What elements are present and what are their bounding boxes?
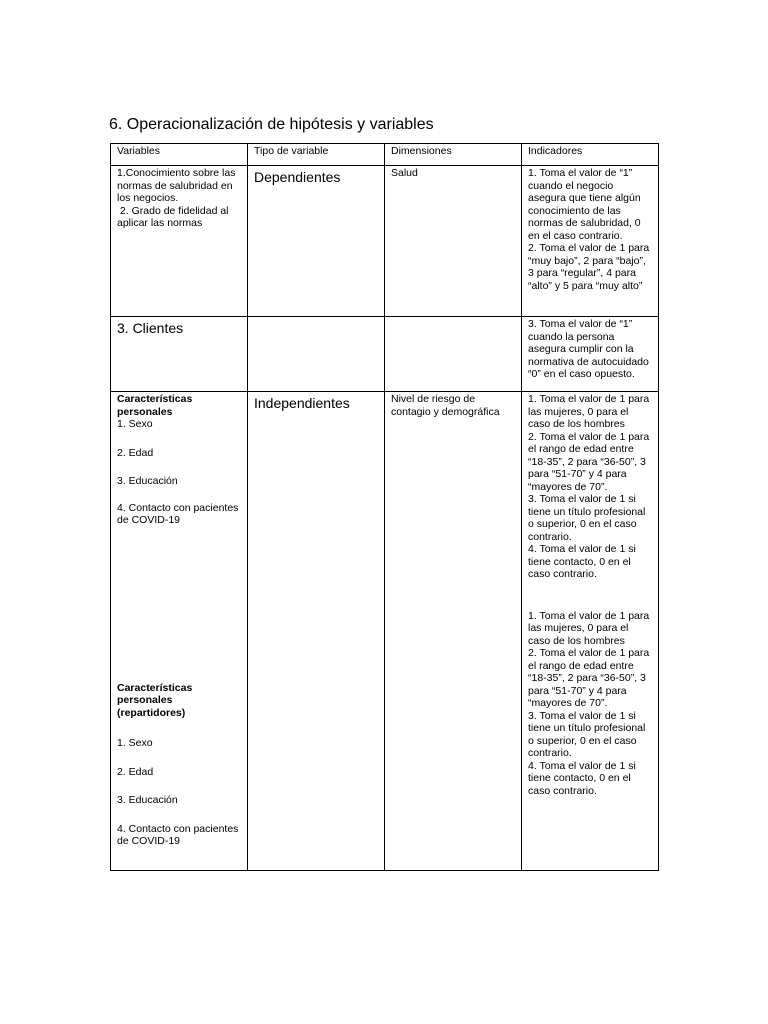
indicator-text: 3. Toma el valor de 1 si tiene un título profesional o superior, 0 en el caso contrario. <box>528 493 646 543</box>
variable-text: 1.Conocimiento sobre las normas de salubridad en los negocios. <box>117 167 236 204</box>
group-heading: Características personales (repartidores) <box>117 681 193 719</box>
variable-text: 3. Clientes <box>117 320 184 336</box>
indicator-text: 2. Toma el valor de 1 para “muy bajo”, 2 para “bajo”, 3 para “regular”, 4 para “alto” y 5 para “muy alto” <box>528 242 650 292</box>
group-item: 4. Contacto con pacientes de COVID-19 <box>117 822 239 847</box>
variable-text: 2. Grado de fidelidad al aplicar las normas <box>117 204 232 229</box>
group-heading: Características personales <box>117 393 193 418</box>
cell-dimension <box>385 392 522 871</box>
cell-variables <box>111 166 248 317</box>
cell-variables <box>111 317 248 392</box>
header-indicadores: Indicadores <box>522 144 659 166</box>
indicator-text: 1. Toma el valor de 1 para las mujeres, 0 para el caso de los hombres <box>528 609 650 647</box>
operationalization-table <box>110 143 659 871</box>
group-item: 2. Edad <box>117 765 154 778</box>
cell-tipo <box>248 317 385 392</box>
group-item: 3. Educación <box>117 794 178 806</box>
indicator-text: 3. Toma el valor de 1 si tiene un título profesional o superior, 0 en el caso contrario. <box>528 709 646 759</box>
indicator-text: 1. Toma el valor de “1” cuando el negocio asegura que tiene algún conocimiento de las normas de salubridad, 0 en el caso contrario. <box>528 167 641 242</box>
cell-dimension <box>385 317 522 392</box>
header-row <box>111 144 659 166</box>
dimension-text: Salud <box>391 167 418 179</box>
group-item: 2. Edad <box>117 446 154 459</box>
cell-tipo <box>248 392 385 871</box>
indicator-text: 2. Toma el valor de 1 para el rango de edad entre “18-35”, 2 para “36-50”, 3 para “51-70” y 4 para “mayores de 70”. <box>528 430 650 493</box>
section-title: 6. Operacionalización de hipótesis y variables <box>109 116 434 133</box>
table-row <box>111 392 659 871</box>
cell-tipo <box>248 166 385 317</box>
group-item: 4. Contacto con pacientes de COVID-19 <box>117 501 239 526</box>
cell-variables <box>111 392 248 871</box>
cell-indicadores <box>522 317 659 392</box>
indicator-text: 1. Toma el valor de 1 para las mujeres, 0 para el caso de los hombres <box>528 393 650 430</box>
indicator-text: 3. Toma el valor de “1” cuando la persona asegura cumplir con la normativa de autocuidado “0” en el caso opuesto. <box>528 318 649 380</box>
indicator-text: 4. Toma el valor de 1 si tiene contacto, 0 en el caso contrario. <box>528 759 636 797</box>
table-row <box>111 317 659 392</box>
group-item: 1. Sexo <box>117 737 153 749</box>
table-row <box>111 166 659 317</box>
header-dimensiones: Dimensiones <box>385 144 522 166</box>
indicator-text: 4. Toma el valor de 1 si tiene contacto, 0 en el caso contrario. <box>528 543 636 580</box>
group-item: 3. Educación <box>117 475 178 487</box>
cell-indicadores <box>522 166 659 317</box>
dimension-text: Nivel de riesgo de contagio y demográfica <box>391 393 500 418</box>
cell-indicadores <box>522 392 659 871</box>
indicator-text: 2. Toma el valor de 1 para el rango de edad entre “18-35”, 2 para “36-50”, 3 para “51-70” y 4 para “mayores de 70”. <box>528 647 650 709</box>
tipo-text: Independientes <box>254 395 350 411</box>
tipo-text: Dependientes <box>254 169 341 185</box>
header-variables: Variables <box>111 144 248 166</box>
group-item: 1. Sexo <box>117 418 153 430</box>
header-tipo-variable: Tipo de variable <box>248 144 385 166</box>
cell-dimension <box>385 166 522 317</box>
